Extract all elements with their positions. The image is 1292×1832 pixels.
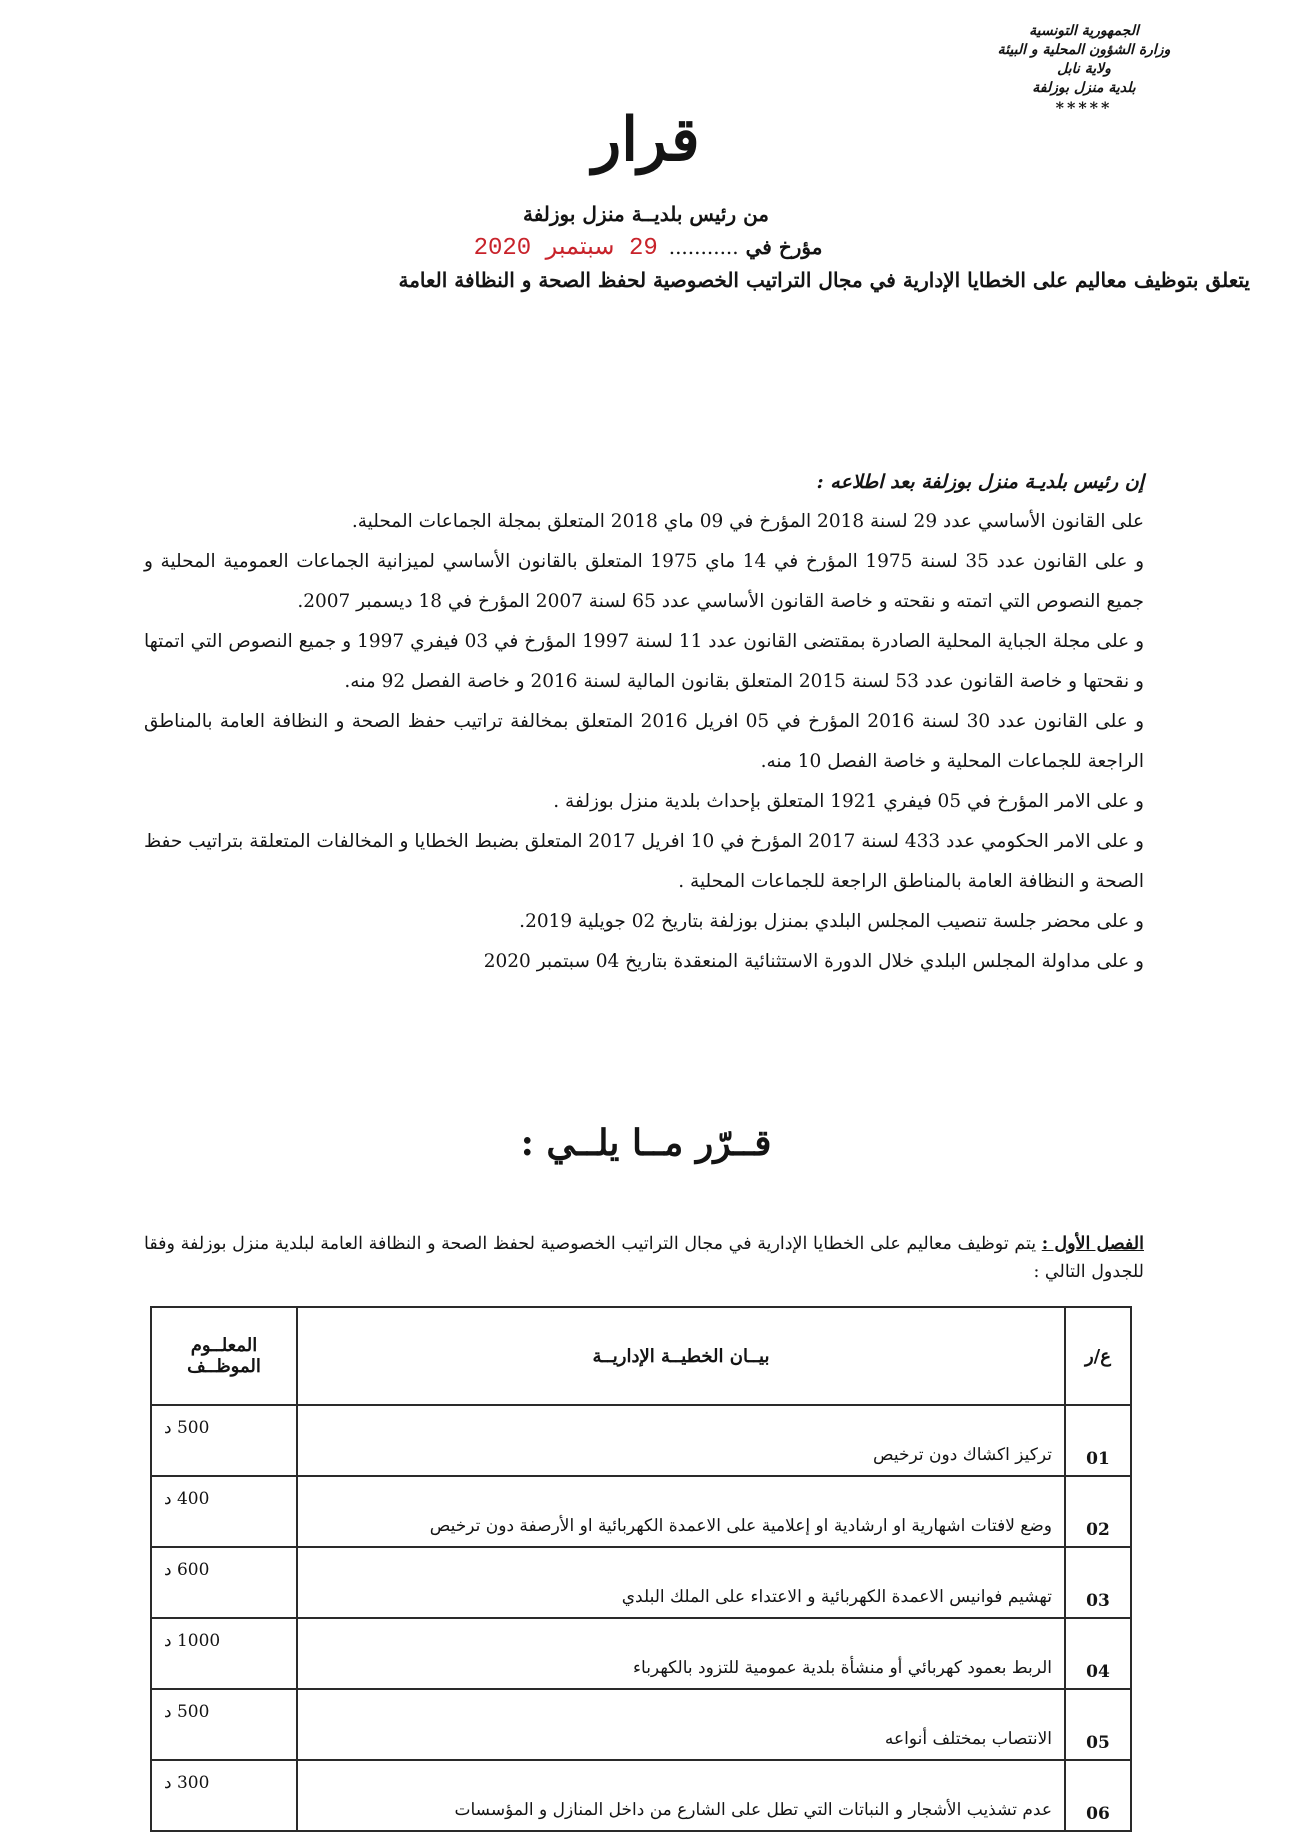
row-amount: 400 د [151,1476,297,1547]
fines-table [150,1306,1132,1832]
decides-heading: قــرّر مــا يلــي : [520,1122,772,1164]
row-number: 06 [1065,1760,1131,1831]
letterhead-stars: ***** [1055,98,1113,117]
table-row [151,1476,1131,1547]
row-amount: 500 د [151,1689,297,1760]
row-number: 01 [1065,1405,1131,1476]
recital-item: و على الامر المؤرخ في 05 فيفري 1921 المتعلق بإحداث بلدية منزل بوزلفة . [553,791,1144,812]
row-description: الانتصاب بمختلف أنواعه [297,1689,1065,1760]
row-description: عدم تشذيب الأشجار و النباتات التي تطل على الشارع من داخل المنازل و المؤسسات [297,1760,1065,1831]
table-row [151,1618,1131,1689]
row-number: 05 [1065,1689,1131,1760]
letterhead-ministry: وزارة الشؤون المحلية و البيئة [997,42,1171,58]
document-title: قرار [592,105,700,175]
article-one-label: الفصل الأول : [1041,1234,1144,1254]
date-label: مؤرخ في [745,235,823,259]
letterhead-municipality: بلدية منزل بوزلفة [1032,80,1136,96]
row-amount: 500 د [151,1405,297,1476]
date-line [0,232,1292,262]
letterhead-country: الجمهورية التونسية [1029,23,1139,39]
recitals-section [144,462,1144,982]
recitals-intro: إن رئيس بلديـة منزل بوزلفة بعد اطلاعه : [816,471,1144,493]
issuer-line: من رئيس بلديــة منزل بوزلفة [522,202,770,226]
subject-line: يتعلق بتوظيف معاليم على الخطايا الإدارية في مجال التراتيب الخصوصية لحفظ الصحة و النظافة العامة [398,268,1250,292]
article-one-text: يتم توظيف معاليم على الخطايا الإدارية في مجال التراتيب الخصوصية لحفظ الصحة و النظافة العامة لبلدية منزل بوزلفة وفقا للجدول التالي : [144,1234,1144,1282]
header-description: بيــان الخطيــة الإداريــة [297,1307,1065,1405]
table-row [151,1547,1131,1618]
article-one [144,1230,1144,1286]
recital-item: و على مجلة الجباية المحلية الصادرة بمقتضى القانون عدد 11 لسنة 1997 المؤرخ في 03 فيفري 1997 و جميع النصوص التي اتمتها و نقحتها و خاصة القانون عدد 53 لسنة 2015 المتعلق بقانون المالية لسنة 2016 و خاصة الفصل 92 منه. [144,631,1145,692]
row-description: الربط بعمود كهربائي أو منشأة بلدية عمومية للتزود بالكهرباء [297,1618,1065,1689]
table-row [151,1689,1131,1760]
date-stamp: 29 سبتمبر 2020 [473,235,658,262]
recital-item: و على القانون عدد 30 لسنة 2016 المؤرخ في 05 افريل 2016 المتعلق بمخالفة تراتيب حفظ الصحة و النظافة العامة بالمناطق الراجعة للجماعات المحلية و خاصة الفصل 10 منه. [144,711,1144,772]
row-description: وضع لافتات اشهارية او ارشادية او إعلامية على الاعمدة الكهربائية او الأرصفة دون ترخيص [297,1476,1065,1547]
fines-table-header [151,1307,1131,1405]
row-amount: 1000 د [151,1618,297,1689]
header-amount: المعلــوم الموظــف [151,1307,297,1405]
row-number: 03 [1065,1547,1131,1618]
table-row [151,1760,1131,1831]
row-amount: 300 د [151,1760,297,1831]
recital-item: و على القانون عدد 35 لسنة 1975 المؤرخ في 14 ماي 1975 المتعلق بالقانون الأساسي لميزانية الجماعات العمومية المحلية و جميع النصوص التي اتمته و نقحته و خاصة القانون الأساسي عدد 65 لسنة 2007 المؤرخ في 18 ديسمبر 2007. [144,551,1145,612]
recital-item: و على مداولة المجلس البلدي خلال الدورة الاستثنائية المنعقدة بتاريخ 04 سبتمبر 2020 [483,951,1144,972]
recital-item: و على الامر الحكومي عدد 433 لسنة 2017 المؤرخ في 10 افريل 2017 المتعلق بضبط الخطايا و المخالفات المتعلقة بتراتيب حفظ الصحة و النظافة العامة بالمناطق الراجعة للجماعات المحلية . [144,831,1144,892]
recital-item: على القانون الأساسي عدد 29 لسنة 2018 المؤرخ في 09 ماي 2018 المتعلق بمجلة الجماعات المحلية. [351,511,1144,532]
row-number: 02 [1065,1476,1131,1547]
row-number: 04 [1065,1618,1131,1689]
header-number: ع/ر [1065,1307,1131,1405]
row-description: تهشيم فوانيس الاعمدة الكهربائية و الاعتداء على الملك البلدي [297,1547,1065,1618]
letterhead-governorate: ولاية نابل [1057,61,1111,77]
row-amount: 600 د [151,1547,297,1618]
table-row [151,1405,1131,1476]
date-dots: ........... [668,235,739,259]
row-description: تركيز اكشاك دون ترخيص [297,1405,1065,1476]
recital-item: و على محضر جلسة تنصيب المجلس البلدي بمنزل بوزلفة بتاريخ 02 جويلية 2019. [519,911,1144,932]
letterhead [934,22,1234,117]
